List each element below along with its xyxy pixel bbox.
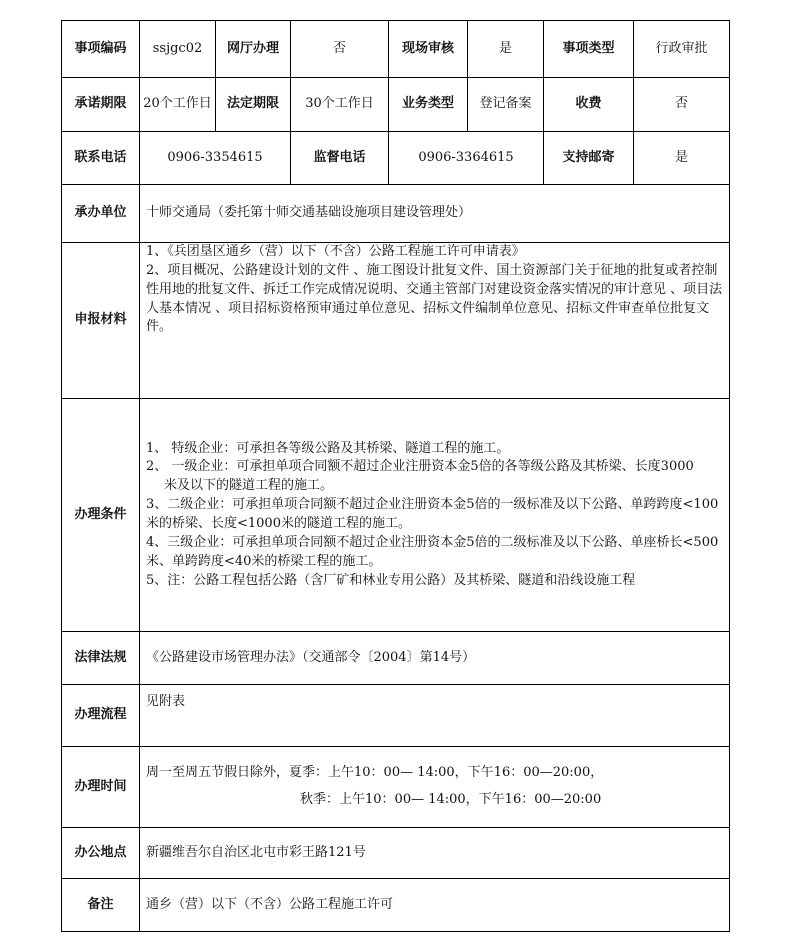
condition-item: 2、 一级企业：可承担单项合同额不超过企业注册资本金5倍的各等级公路及其桥梁、长度3000 bbox=[146, 459, 694, 475]
office-hours-label: 办理时间 bbox=[62, 747, 140, 828]
office-hours-autumn: 秋季：上午10：00— 14:00，下午16：00—20:00 bbox=[300, 792, 602, 807]
fee-label: 收费 bbox=[544, 78, 634, 132]
item-code-value: ssjgc02 bbox=[140, 21, 216, 78]
promise-period-label: 承诺期限 bbox=[62, 78, 140, 132]
condition-item: 4、三级企业：可承担单项合同额不超过企业注册资本金5倍的二级标准及以下公路、单座桥长<500米、单跨跨度<40米的桥梁工程的施工。 bbox=[146, 534, 719, 569]
legal-period-label: 法定期限 bbox=[216, 78, 291, 132]
legal-period-value: 30个工作日 bbox=[291, 78, 389, 132]
fee-value: 否 bbox=[634, 78, 730, 132]
table-row bbox=[62, 879, 730, 932]
conditions-label: 办理条件 bbox=[62, 399, 140, 632]
supervision-phone-value: 0906-3364615 bbox=[389, 132, 544, 185]
online-hall-label: 网厅办理 bbox=[216, 21, 291, 78]
condition-item: 5、注：公路工程包括公路（含厂矿和林业专用公路）及其桥梁、隧道和沿线设施工程 bbox=[146, 572, 636, 588]
table-row bbox=[62, 21, 730, 78]
table-row bbox=[62, 828, 730, 879]
table-row bbox=[62, 78, 730, 132]
handling-unit-value: 十师交通局（委托第十师交通基础设施项目建设管理处） bbox=[140, 185, 730, 243]
office-hours-summer: 周一至周五节假日除外，夏季：上午10：00— 14:00，下午16：00—20:00， bbox=[146, 765, 604, 781]
onsite-review-value: 是 bbox=[468, 21, 544, 78]
process-value: 见附表 bbox=[140, 685, 730, 747]
materials-content bbox=[140, 243, 730, 399]
condition-item: 3、二级企业：可承担单项合同额不超过企业注册资本金5倍的一级标准及以下公路、单跨跨度<100米的桥梁、长度<1000米的隧道工程的施工。 bbox=[146, 497, 719, 531]
mail-support-value: 是 bbox=[634, 132, 730, 185]
office-address-value: 新疆维吾尔自治区北屯市彩王路121号 bbox=[140, 828, 730, 879]
table-row bbox=[62, 685, 730, 747]
item-type-label: 事项类型 bbox=[544, 21, 634, 78]
laws-label: 法律法规 bbox=[62, 632, 140, 685]
contact-phone-value: 0906-3354615 bbox=[140, 132, 291, 185]
table-row bbox=[62, 747, 730, 828]
remarks-label: 备注 bbox=[62, 879, 140, 932]
materials-item: 2、项目概况、公路建设计划的文件 、施工图设计批复文件、国土资源部门关于征地的批复或者控制性用地的批复文件、拆迁工作完成情况说明、交通主管部门对建设资金落实情况的审计意见 、项目法人基本情况 、项目招标资格预审通过单位意见、招标文件编制单位意见、招标文件审查单位批复文件。 bbox=[146, 262, 723, 335]
supervision-phone-label: 监督电话 bbox=[291, 132, 389, 185]
table-row bbox=[62, 632, 730, 685]
condition-item: 1、 特级企业：可承担各等级公路及其桥梁、隧道工程的施工。 bbox=[146, 440, 510, 456]
office-address-label: 办公地点 bbox=[62, 828, 140, 879]
conditions-content bbox=[140, 399, 730, 632]
handling-unit-label: 承办单位 bbox=[62, 185, 140, 243]
process-label: 办理流程 bbox=[62, 685, 140, 747]
laws-value: 《公路建设市场管理办法》（交通部令〔2004〕第14号） bbox=[140, 632, 730, 685]
office-hours-content bbox=[140, 747, 730, 828]
onsite-review-label: 现场审核 bbox=[389, 21, 468, 78]
remarks-value: 通乡（营）以下（不含）公路工程施工许可 bbox=[140, 879, 730, 932]
table-row bbox=[62, 243, 730, 399]
mail-support-label: 支持邮寄 bbox=[544, 132, 634, 185]
service-info-table bbox=[61, 20, 730, 932]
online-hall-value: 否 bbox=[291, 21, 389, 78]
business-type-label: 业务类型 bbox=[389, 78, 468, 132]
materials-item: 1、《兵团垦区通乡（营）以下（不含）公路工程施工许可申请表》 bbox=[146, 244, 525, 259]
item-type-value: 行政审批 bbox=[634, 21, 730, 78]
table-row bbox=[62, 399, 730, 632]
table-row bbox=[62, 132, 730, 185]
table-row bbox=[62, 185, 730, 243]
item-code-label: 事项编码 bbox=[62, 21, 140, 78]
contact-phone-label: 联系电话 bbox=[62, 132, 140, 185]
materials-label: 申报材料 bbox=[62, 243, 140, 399]
condition-item: 米及以下的隧道工程的施工。 bbox=[164, 478, 334, 494]
promise-period-value: 20个工作日 bbox=[140, 78, 216, 132]
business-type-value: 登记备案 bbox=[468, 78, 544, 132]
